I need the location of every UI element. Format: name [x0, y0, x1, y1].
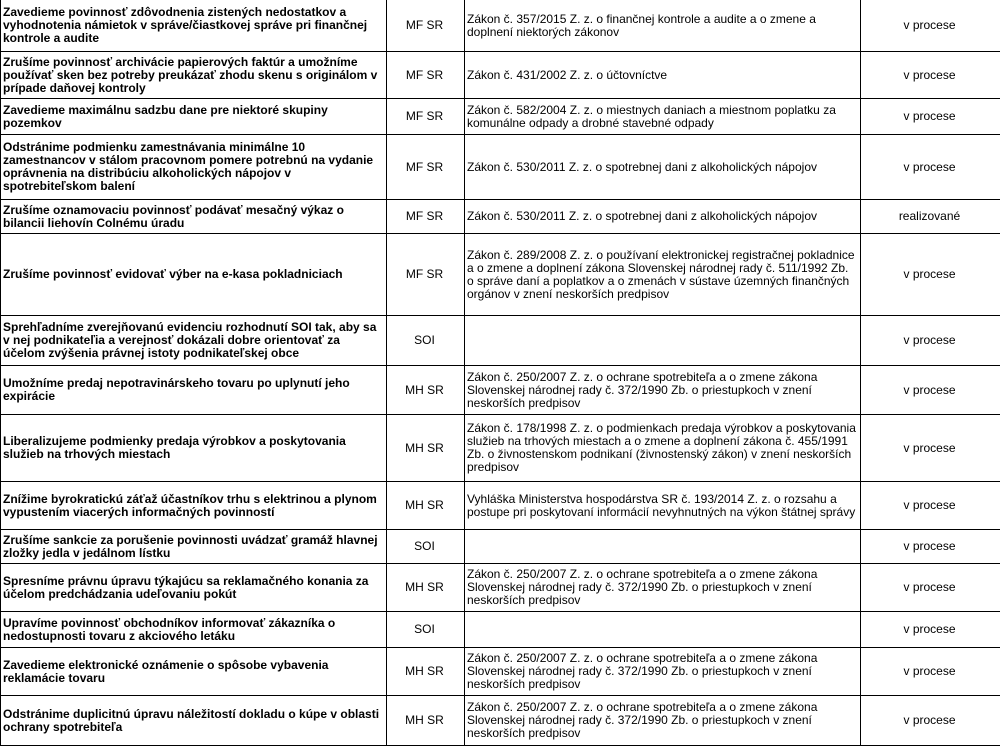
status-cell: v procese	[861, 0, 1000, 52]
law-cell: Zákon č. 431/2002 Z. z. o účtovníctve	[465, 52, 861, 99]
law-cell: Zákon č. 530/2011 Z. z. o spotrebnej dani z alkoholických nápojov	[465, 135, 861, 200]
measure-cell: Umožníme predaj nepotravinárskeho tovaru po uplynutí jeho expirácie	[1, 366, 387, 415]
organization-cell: MF SR	[387, 52, 465, 99]
law-cell: Zákon č. 357/2015 Z. z. o finančnej kontrole a audite a o zmene a doplnení niektorých zákonov	[465, 0, 861, 52]
law-cell: Zákon č. 250/2007 Z. z. o ochrane spotrebiteľa a o zmene zákona Slovenskej národnej rady č. 372/1990 Zb. o priestupkoch v znení neskorších predpisov	[465, 696, 861, 746]
law-cell: Zákon č. 582/2004 Z. z. o miestnych daniach a miestnom poplatku za komunálne odpady a drobné stavebné odpady	[465, 99, 861, 135]
table-row	[1, 200, 1000, 234]
status-cell: v procese	[861, 316, 1000, 366]
organization-cell: MF SR	[387, 234, 465, 316]
table-row	[1, 648, 1000, 696]
status-cell: v procese	[861, 530, 1000, 564]
organization-cell: MH SR	[387, 366, 465, 415]
measure-cell: Zrušíme oznamovaciu povinnosť podávať mesačný výkaz o bilancii liehovín Colnému úradu	[1, 200, 387, 234]
organization-cell: SOI	[387, 316, 465, 366]
organization-cell: MH SR	[387, 648, 465, 696]
table-row	[1, 482, 1000, 530]
table-row	[1, 415, 1000, 482]
law-cell	[465, 316, 861, 366]
measure-cell: Odstránime podmienku zamestnávania minimálne 10 zamestnancov v stálom pracovnom pomere potrebnú na vydanie oprávnenia na distribúciu alkoholických nápojov v spotrebiteľskom balení	[1, 135, 387, 200]
measure-cell: Zrušíme povinnosť archivácie papierových faktúr a umožníme používať sken bez potreby preukázať zhodu skenu s originálom v prípade daňovej kontroly	[1, 52, 387, 99]
table-row	[1, 234, 1000, 316]
organization-cell: SOI	[387, 530, 465, 564]
organization-cell: MH SR	[387, 696, 465, 746]
measure-cell: Znížime byrokratickú záťaž účastníkov trhu s elektrinou a plynom vypustením viacerých informačných povinností	[1, 482, 387, 530]
status-cell: v procese	[861, 648, 1000, 696]
measure-cell: Liberalizujeme podmienky predaja výrobkov a poskytovania služieb na trhových miestach	[1, 415, 387, 482]
measure-cell: Sprehľadníme zverejňovanú evidenciu rozhodnutí SOI tak, aby sa v nej podnikateľia a verejnosť dokázali dobre orientovať za účelom zvýšenia právnej istoty podnikateľskej obce	[1, 316, 387, 366]
status-cell: v procese	[861, 612, 1000, 648]
status-cell: v procese	[861, 99, 1000, 135]
table-row	[1, 366, 1000, 415]
measure-cell: Odstránime duplicitnú úpravu náležitostí dokladu o kúpe v oblasti ochrany spotrebiteľa	[1, 696, 387, 746]
table-row	[1, 564, 1000, 612]
status-cell: v procese	[861, 52, 1000, 99]
measures-table-body	[1, 0, 1000, 746]
measure-cell: Zrušíme povinnosť evidovať výber na e-kasa pokladniciach	[1, 234, 387, 316]
table-row	[1, 612, 1000, 648]
table-row	[1, 135, 1000, 200]
status-cell: realizované	[861, 200, 1000, 234]
law-cell	[465, 612, 861, 648]
table-row	[1, 316, 1000, 366]
organization-cell: MF SR	[387, 135, 465, 200]
organization-cell: MH SR	[387, 415, 465, 482]
status-cell: v procese	[861, 564, 1000, 612]
status-cell: v procese	[861, 135, 1000, 200]
measure-cell: Zavedieme maximálnu sadzbu dane pre niektoré skupiny pozemkov	[1, 99, 387, 135]
table-row	[1, 530, 1000, 564]
measure-cell: Upravíme povinnosť obchodníkov informovať zákazníka o nedostupnosti tovaru z akciového letáku	[1, 612, 387, 648]
law-cell: Zákon č. 178/1998 Z. z. o podmienkach predaja výrobkov a poskytovania služieb na trhových miestach a o zmene a doplnení zákona č. 455/1991 Zb. o živnostenskom podnikaní (živnostenský zákon) v znení neskorších predpisov	[465, 415, 861, 482]
measure-cell: Spresníme právnu úpravu týkajúcu sa reklamačného konania za účelom predchádzania udeľovaniu pokút	[1, 564, 387, 612]
law-cell: Zákon č. 289/2008 Z. z. o používaní elektronickej registračnej pokladnice a o zmene a doplnení zákona Slovenskej národnej rady č. 511/1992 Zb. o správe daní a poplatkov a o zmenách v sústave územných finančných orgánov v znení neskorších predpisov	[465, 234, 861, 316]
organization-cell: SOI	[387, 612, 465, 648]
table-row	[1, 0, 1000, 52]
status-cell: v procese	[861, 696, 1000, 746]
organization-cell: MF SR	[387, 0, 465, 52]
table-row	[1, 99, 1000, 135]
status-cell: v procese	[861, 234, 1000, 316]
measure-cell: Zavedieme povinnosť zdôvodnenia zistených nedostatkov a vyhodnotenia námietok v správe/čiastkovej správe pri finančnej kontrole a audite	[1, 0, 387, 52]
law-cell	[465, 530, 861, 564]
law-cell: Zákon č. 250/2007 Z. z. o ochrane spotrebiteľa a o zmene zákona Slovenskej národnej rady č. 372/1990 Zb. o priestupkoch v znení neskorších predpisov	[465, 648, 861, 696]
law-cell: Zákon č. 250/2007 Z. z. o ochrane spotrebiteľa a o zmene zákona Slovenskej národnej rady č. 372/1990 Zb. o priestupkoch v znení neskorších predpisov	[465, 564, 861, 612]
table-row	[1, 52, 1000, 99]
measure-cell: Zrušíme sankcie za porušenie povinnosti uvádzať gramáž hlavnej zložky jedla v jedálnom lístku	[1, 530, 387, 564]
organization-cell: MH SR	[387, 564, 465, 612]
law-cell: Vyhláška Ministerstva hospodárstva SR č. 193/2014 Z. z. o rozsahu a postupe pri poskytovaní informácií nevyhnutných na výkon štátnej správy	[465, 482, 861, 530]
status-cell: v procese	[861, 482, 1000, 530]
law-cell: Zákon č. 250/2007 Z. z. o ochrane spotrebiteľa a o zmene zákona Slovenskej národnej rady č. 372/1990 Zb. o priestupkoch v znení neskorších predpisov	[465, 366, 861, 415]
status-cell: v procese	[861, 415, 1000, 482]
organization-cell: MF SR	[387, 99, 465, 135]
organization-cell: MF SR	[387, 200, 465, 234]
law-cell: Zákon č. 530/2011 Z. z. o spotrebnej dani z alkoholických nápojov	[465, 200, 861, 234]
table-row	[1, 696, 1000, 746]
organization-cell: MH SR	[387, 482, 465, 530]
measure-cell: Zavedieme elektronické oznámenie o spôsobe vybavenia reklamácie tovaru	[1, 648, 387, 696]
status-cell: v procese	[861, 366, 1000, 415]
